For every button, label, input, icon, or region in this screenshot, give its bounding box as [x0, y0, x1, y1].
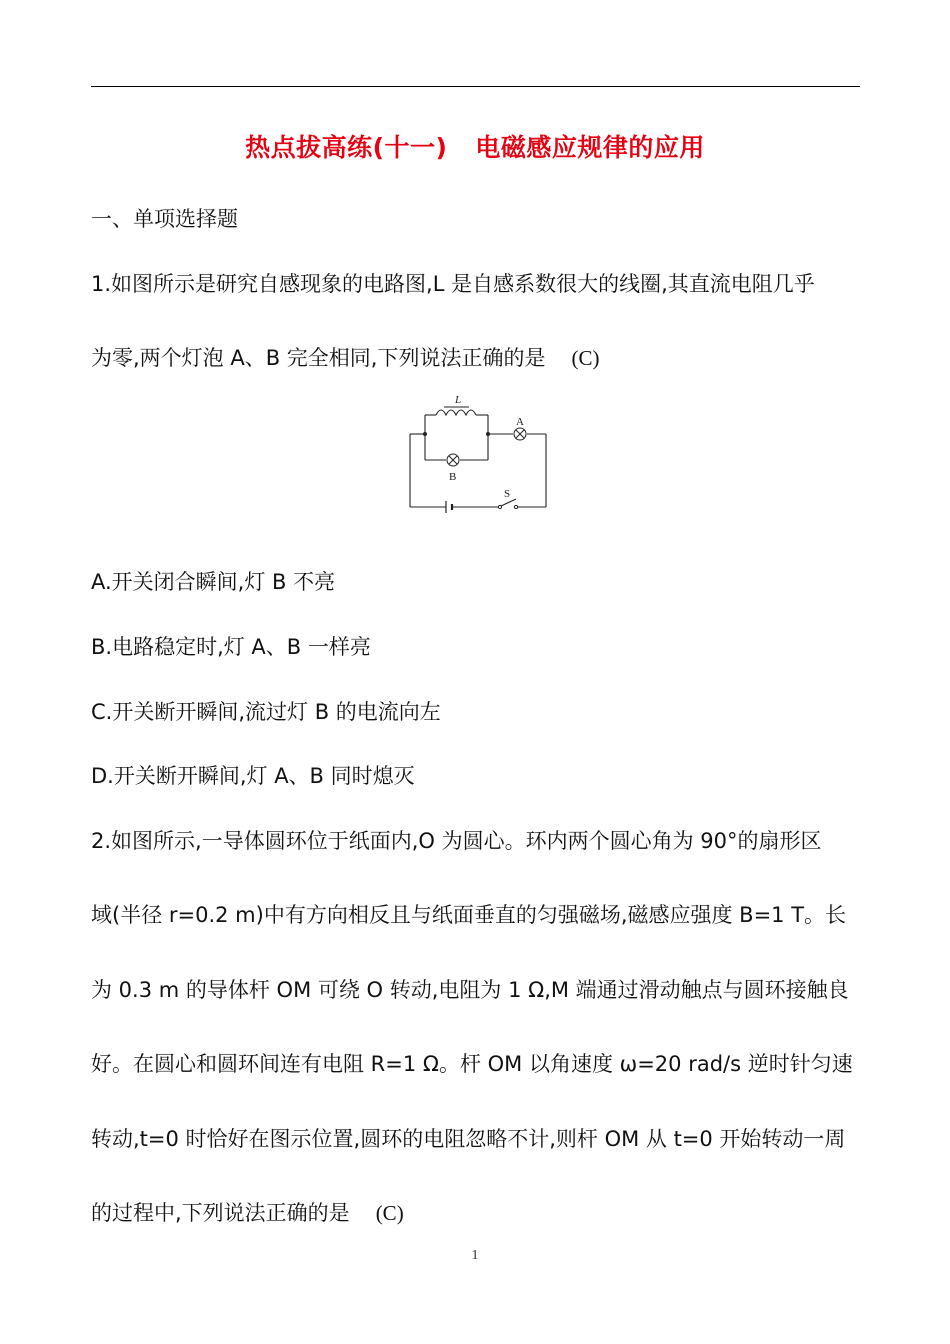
q2-answer: (C) — [375, 1201, 404, 1225]
q1-line2 — [91, 342, 599, 372]
q1-option-a: A.开关闭合瞬间,灯 B 不亮 — [91, 570, 336, 594]
label-A: A — [516, 416, 524, 428]
q1-option-c: C.开关断开瞬间,流过灯 B 的电流向左 — [91, 700, 441, 724]
inductor-coil — [436, 410, 476, 415]
section-heading: 一、单项选择题 — [91, 207, 238, 231]
q2-line4: 好。在圆心和圆环间连有电阻 R=1 Ω。杆 OM 以角速度 ω=20 rad/s 逆时针匀速 — [91, 1052, 853, 1076]
lamp-a-icon — [514, 428, 526, 440]
q2-line6 — [91, 1197, 404, 1227]
header-rule — [91, 86, 860, 87]
lamp-b-icon — [447, 454, 459, 466]
title-part1: 热点拔高练(十一) — [245, 133, 448, 162]
q1-option-b: B.电路稳定时,灯 A、B 一样亮 — [91, 635, 371, 659]
q1-line2-text: 为零,两个灯泡 A、B 完全相同,下列说法正确的是 — [91, 346, 546, 370]
q1-line1: 1.如图所示是研究自感现象的电路图,L 是自感系数很大的线圈,其直流电阻几乎 — [91, 272, 815, 296]
q1-answer: (C) — [571, 346, 600, 370]
q1-circuit-diagram — [403, 393, 551, 513]
title-part2: 电磁感应规律的应用 — [475, 133, 705, 162]
label-L: L — [455, 394, 462, 406]
q2-line3: 为 0.3 m 的导体杆 OM 可绕 O 转动,电阻为 1 Ω,M 端通过滑动触点与圆环接触良 — [91, 978, 849, 1002]
q1-option-d: D.开关断开瞬间,灯 A、B 同时熄灭 — [91, 764, 415, 788]
page-title — [0, 128, 950, 164]
switch-icon — [498, 499, 517, 509]
q2-line6-text: 的过程中,下列说法正确的是 — [91, 1201, 350, 1225]
q2-line1: 2.如图所示,一导体圆环位于纸面内,O 为圆心。环内两个圆心角为 90°的扇形区 — [91, 829, 822, 853]
battery-icon — [446, 501, 452, 513]
q2-line5: 转动,t=0 时恰好在图示位置,圆环的电阻忽略不计,则杆 OM 从 t=0 开始转动一周 — [91, 1127, 846, 1151]
label-B: B — [449, 471, 457, 483]
label-S: S — [504, 488, 511, 500]
page-number: 1 — [471, 1248, 479, 1263]
q2-line2: 域(半径 r=0.2 m)中有方向相反且与纸面垂直的匀强磁场,磁感应强度 B=1 T。长 — [91, 903, 847, 927]
